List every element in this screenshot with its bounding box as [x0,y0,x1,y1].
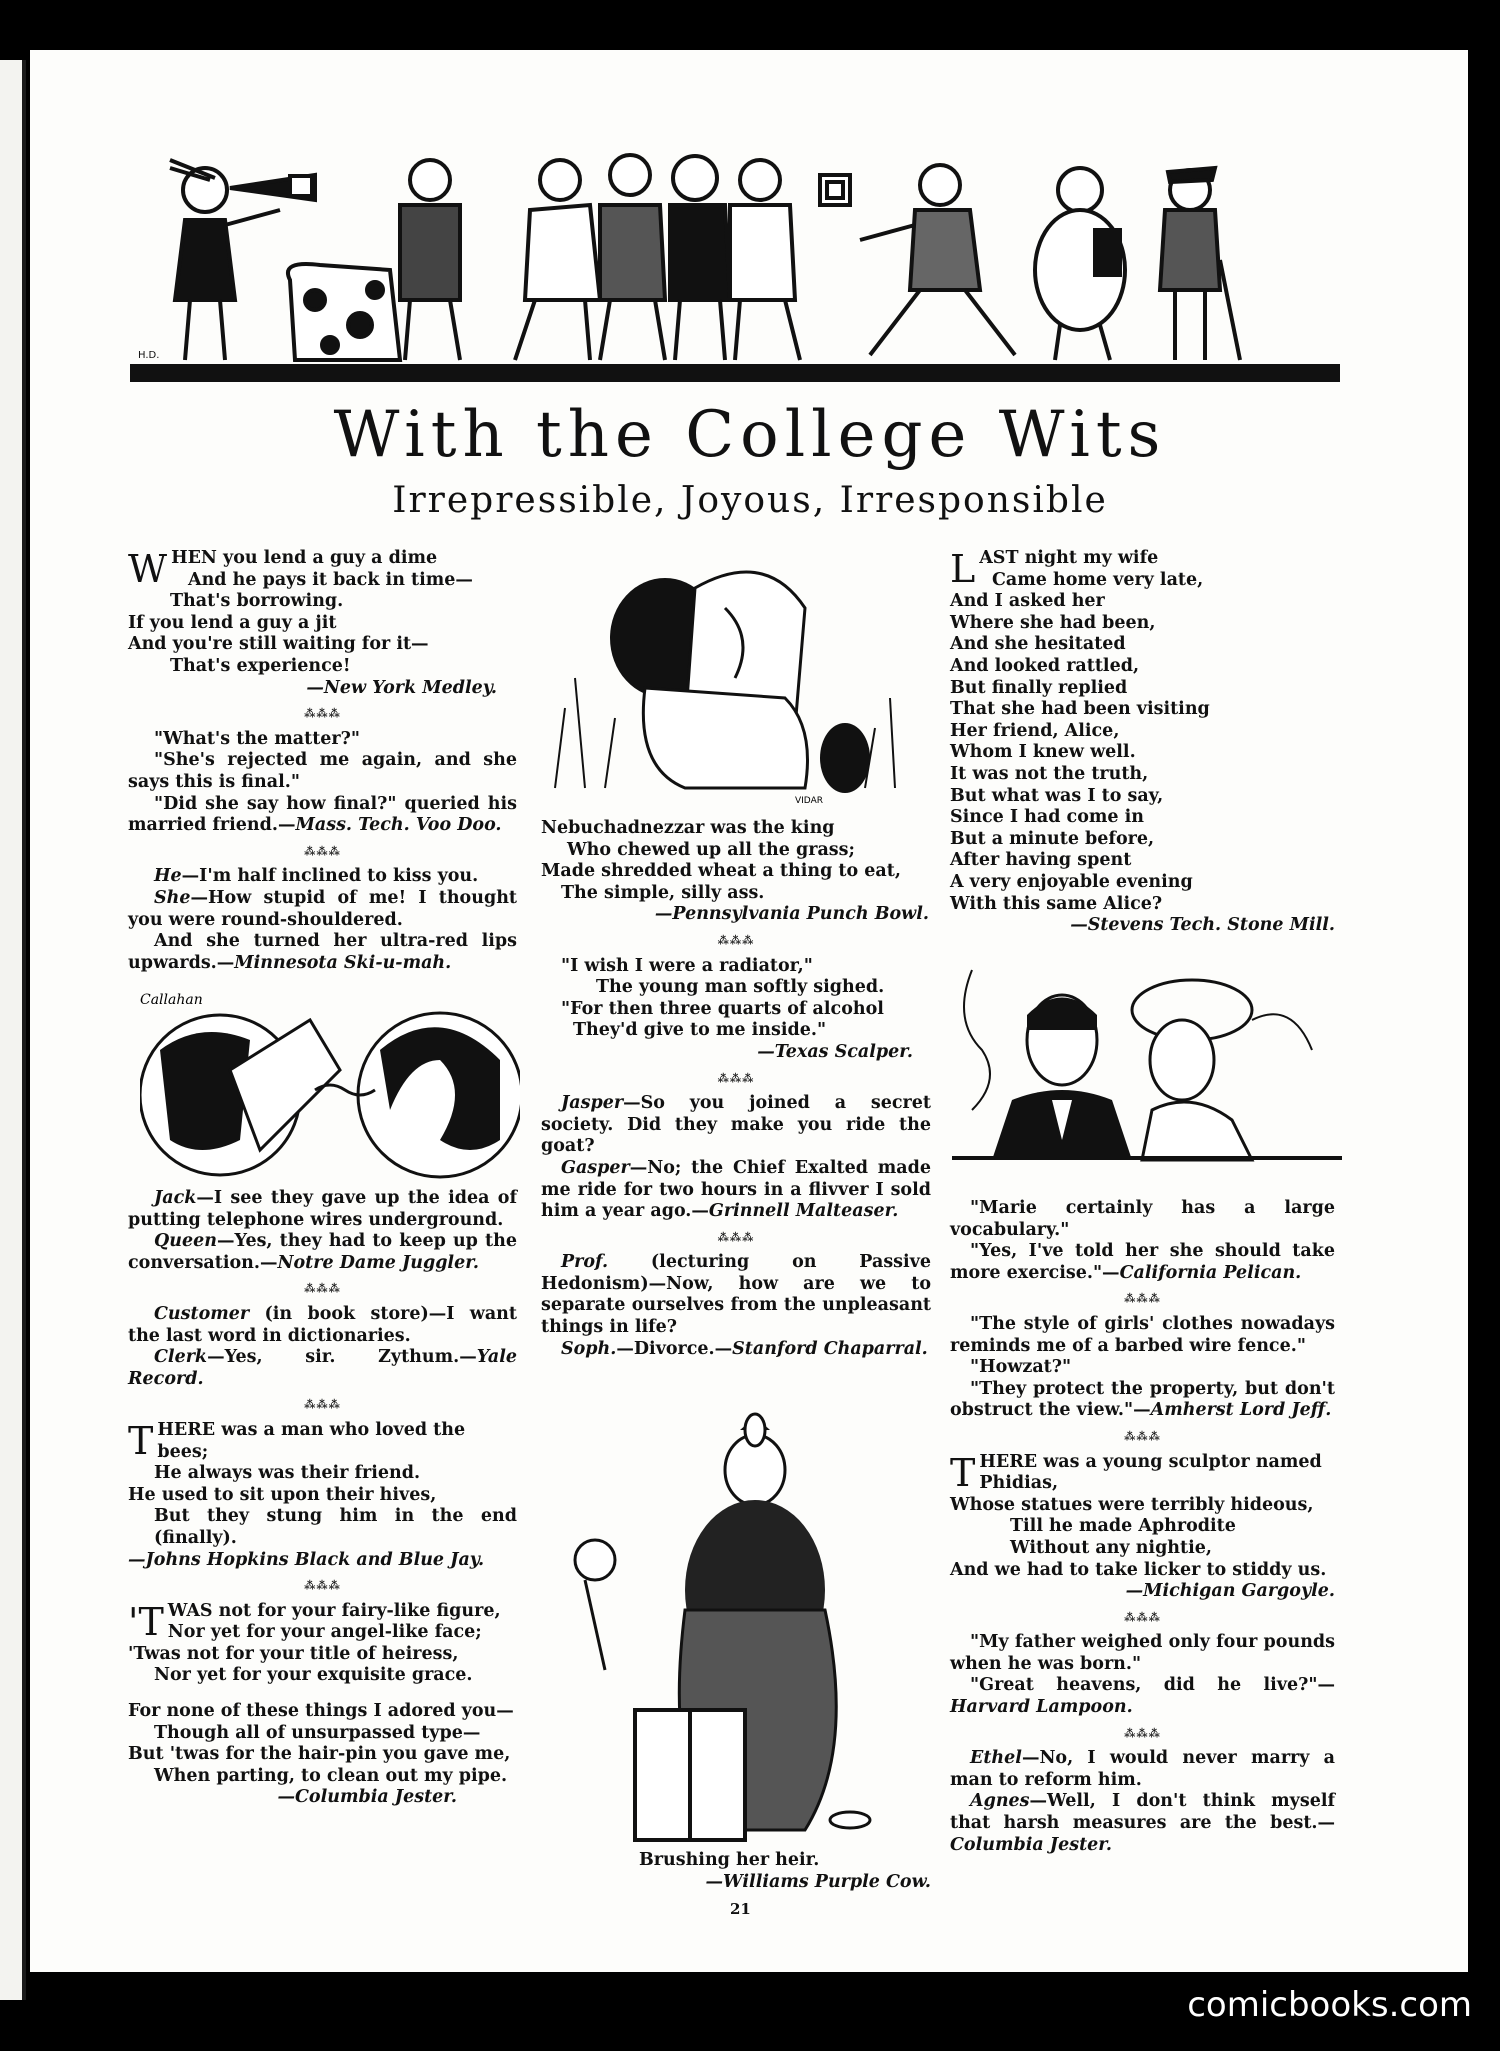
separator: ⁂⁂⁂ [304,1579,341,1593]
nebuchadnezzar-illustration [545,548,930,808]
text-line: Whom I knew well. [950,742,1136,763]
text-line: But finally replied [950,677,1128,698]
text-line: HERE was a man who loved the bees; [157,1419,466,1462]
source-credit: Minnesota Ski-u-mah. [234,952,452,973]
text-line: But a minute before, [950,828,1155,849]
drop-cap: L [950,547,976,591]
separator: ⁂⁂⁂ [1124,1726,1161,1740]
text-line: "Marie certainly has a large vocabulary." [950,1198,1335,1240]
separator: ⁂⁂⁂ [304,707,341,721]
text-line: WAS not for your fairy-like figure, [167,1600,501,1621]
text-line: But they stung him in the end (finally). [154,1506,517,1548]
text-line: And I asked her [950,591,1105,612]
text-line: But 'twas for the hair-pin you gave me, [128,1744,511,1765]
artist-signature: Callahan [140,992,203,1008]
text-line: The young man softly sighed. [596,977,885,998]
text-line: When parting, to clean out my pipe. [154,1765,508,1786]
text-line: 'Twas not for your title of heiress, [128,1643,459,1664]
separator: ⁂⁂⁂ [1124,1429,1161,1443]
source-credit: Harvard Lampoon. [950,1697,1133,1718]
source-credit: —Johns Hopkins Black and Blue Jay. [128,1549,485,1570]
caption: Brushing her heir. [639,1850,820,1870]
separator: ⁂⁂⁂ [717,1071,755,1085]
source-credit: —Williams Purple Cow. [705,1871,931,1892]
source-credit: Amherst Lord Jeff. [1150,1400,1332,1421]
text-line: He always was their friend. [154,1463,421,1484]
source-credit: Stanford Chaparral. [732,1338,928,1359]
source-credit: Mass. Tech. Voo Doo. [295,815,502,836]
text-line: The simple, silly ass. [561,882,765,903]
brushing-heir-illustration [565,1410,905,1850]
source-credit: —Stevens Tech. Stone Mill. [1070,915,1335,936]
source-credit: —New York Medley. [306,677,497,698]
text-line: Nebuchadnezzar was the king [541,818,835,838]
page-subtitle: Irrepressible, Joyous, Irresponsible [392,480,1108,521]
source-credit: —Pennsylvania Punch Bowl. [654,904,929,925]
text-line: "My father weighed only four pounds when he was born." [950,1632,1335,1674]
text-line: With this same Alice? [950,893,1163,914]
page-number: 21 [730,1900,751,1918]
middle-column: Nebuchadnezzar was the king Who chewed up all the grass; Made shredded wheat a thing to eat, The simple, silly ass. —Pennsylvania Punch Bowl. ⁂⁂⁂ "I wish I were a radiator," The young man softly sighed. "For then three quarts of alcohol They'd give to me inside." —Texas Scalper. ⁂⁂⁂ Jasper—So you joined a secret society. Did they make you ride the goat? Gasper—No; the Chief Exalted made me ride for two hours in a flivver I sold him a year ago.—Grinnell Malteaser. ⁂⁂⁂ Prof. (lecturing on Passive Hedonism)—Now, how are we to separate ourselves from the unpleasant things in life? Soph.—Divorce.—Stanford Chaparral. [541,818,931,1359]
text-line: If you lend a guy a jit [128,612,337,633]
text-line: After having spent [950,850,1132,871]
text-line: Without any nightie, [1010,1537,1212,1558]
text-line: But what was I to say, [950,785,1164,806]
drop-cap: W [128,547,168,591]
text-line: He used to sit upon their hives, [128,1484,437,1505]
text-line: Till he made Aphrodite [1010,1516,1236,1537]
header-illustration [130,150,1340,382]
text-line: That's borrowing. [170,591,344,612]
text-line: "I wish I were a radiator," [561,955,813,976]
source-credit: —Columbia Jester. [277,1787,457,1808]
separator: ⁂⁂⁂ [717,933,755,947]
text-line: They'd give to me inside." [573,1020,827,1041]
text-line: A very enjoyable evening [950,871,1193,892]
right-column [950,548,1335,937]
source-credit: Notre Dame Juggler. [277,1252,479,1273]
text-line: Nor yet for your exquisite grace. [154,1665,473,1686]
right-column-lower: "Marie certainly has a large vocabulary." "Yes, I've told her she should take more exercise."—California Pelican. ⁂⁂⁂ "The style of girls' clothes nowadays reminds me of a barbed wire fence." "Howzat?" "They protect the property, but don't obstruct the view."—Amherst Lord Jeff. ⁂⁂⁂ THERE was a young sculptor named Phidias, Whose statues were terribly hideous, Till he made Aphrodite Without any nightie, And we had to take licker to stiddy us. —Michigan Gargoyle. ⁂⁂⁂ "My father weighed only four pounds when he was born." "Great heavens, did he live?"—Harvard Lampoon. ⁂⁂⁂ Ethel—No, I would never marry a man to reform him. Agnes—Well, I don't think myself that harsh measures are the best.—Columbia Jester. [950,1198,1335,1855]
spine-edge [22,60,26,2000]
text-line: Whose statues were terribly hideous, [950,1494,1314,1515]
separator: ⁂⁂⁂ [1124,1610,1161,1624]
page-spine [0,60,22,2000]
text-line: And he pays it back in time— [188,569,473,590]
text-line: Made shredded wheat a thing to eat, [541,861,901,882]
text-line: And looked rattled, [950,655,1140,676]
header-signature: H.D. [138,350,160,361]
page-title: With the College Wits [333,398,1167,472]
source-credit: California Pelican. [1119,1262,1302,1283]
source-credit: Grinnell Malteaser. [708,1201,899,1222]
left-column: WHEN you lend a guy a dime And he pays it back in time— That's borrowing. If you lend a guy a jit And you're still waiting for it— That's experience! —New York Medley. ⁂⁂⁂ "What's the matter?" "She's rejected me again, and she says this is final." "Did she say how final?" queried his married friend.—Mass. Tech. Voo Doo. ⁂⁂⁂ He—I'm half inclined to kiss you. She—How stupid of me! I thought you were round-shouldered. And she turned her ultra-red lips upwards.—Minnesota Ski-u-mah. [128,547,517,973]
text-line: Her friend, Alice, [950,720,1120,741]
text-line: "She's rejected me again, and she says this is final." [128,750,517,792]
text-line: Though all of unsurpassed type— [154,1722,481,1743]
text-line: HERE was a young sculptor named Phidias, [979,1451,1322,1494]
text-line: Where she had been, [950,612,1156,633]
middle-caption [541,1850,931,1893]
telephone-illustration [140,990,520,1190]
text-line: That's experience! [170,655,351,676]
text-line: Came home very late, [992,569,1204,590]
source-credit: —Michigan Gargoyle. [1125,1581,1335,1602]
text-line: Since I had come in [950,807,1145,828]
text-line: And we had to take licker to stiddy us. [950,1559,1327,1580]
source-credit: Columbia Jester. [950,1834,1112,1855]
drop-cap: T [128,1418,154,1463]
separator: ⁂⁂⁂ [1124,1292,1161,1306]
text-line: And you're still waiting for it— [128,634,429,655]
artist-signature: VIDAR [795,796,823,806]
separator: ⁂⁂⁂ [304,844,341,858]
drop-cap: T [950,1450,976,1495]
text-line: HEN you lend a guy a dime [171,548,438,568]
text-line: "What's the matter?" [154,728,361,749]
text-line: And she hesitated [950,634,1126,655]
text-line: "The style of girls' clothes nowadays reminds me of a barbed wire fence." [950,1313,1335,1356]
watermark: comicbooks.com [1187,1985,1472,2025]
text-line: "For then three quarts of alcohol [561,998,884,1019]
source-credit: —Texas Scalper. [757,1041,913,1062]
drop-cap: 'T [128,1599,164,1644]
source-credit: Yale Record. [128,1347,517,1389]
text-line: It was not the truth, [950,763,1149,784]
separator: ⁂⁂⁂ [304,1282,341,1296]
text-line: "Howzat?" [970,1357,1072,1378]
left-column-lower: Jack—I see they gave up the idea of putting telephone wires underground. Queen—Yes, they had to keep up the conversation.—Notre Dame Juggler. ⁂⁂⁂ Customer (in book store)—I want the last word in dictionaries. Clerk—Yes, sir. Zythum.—Yale Record. ⁂⁂⁂ THERE was a man who loved the bees; He always was their friend. He used to sit upon their hives, But they stung him in the end (finally). —Johns Hopkins Black and Blue Jay. ⁂⁂⁂ 'TWAS not for your fairy-like figure, Nor yet for your angel-like face; 'Twas not for your title of heiress, Nor yet for your exquisite grace. For none of these things I adored you— Though all of unsurpassed type— But 'twas for the hair-pin you gave me, When parting, to clean out my pipe. —Columbia Jester. [128,1188,517,1808]
text-line: That she had been visiting [950,699,1210,720]
separator: ⁂⁂⁂ [304,1398,341,1412]
text-line: Who chewed up all the grass; [567,839,855,860]
text-line: For none of these things I adored you— [128,1701,514,1722]
separator: ⁂⁂⁂ [717,1230,755,1244]
text-line: AST night my wife [979,548,1159,568]
text-line: Nor yet for your angel-like face; [167,1622,482,1643]
couple-illustration [952,960,1342,1170]
